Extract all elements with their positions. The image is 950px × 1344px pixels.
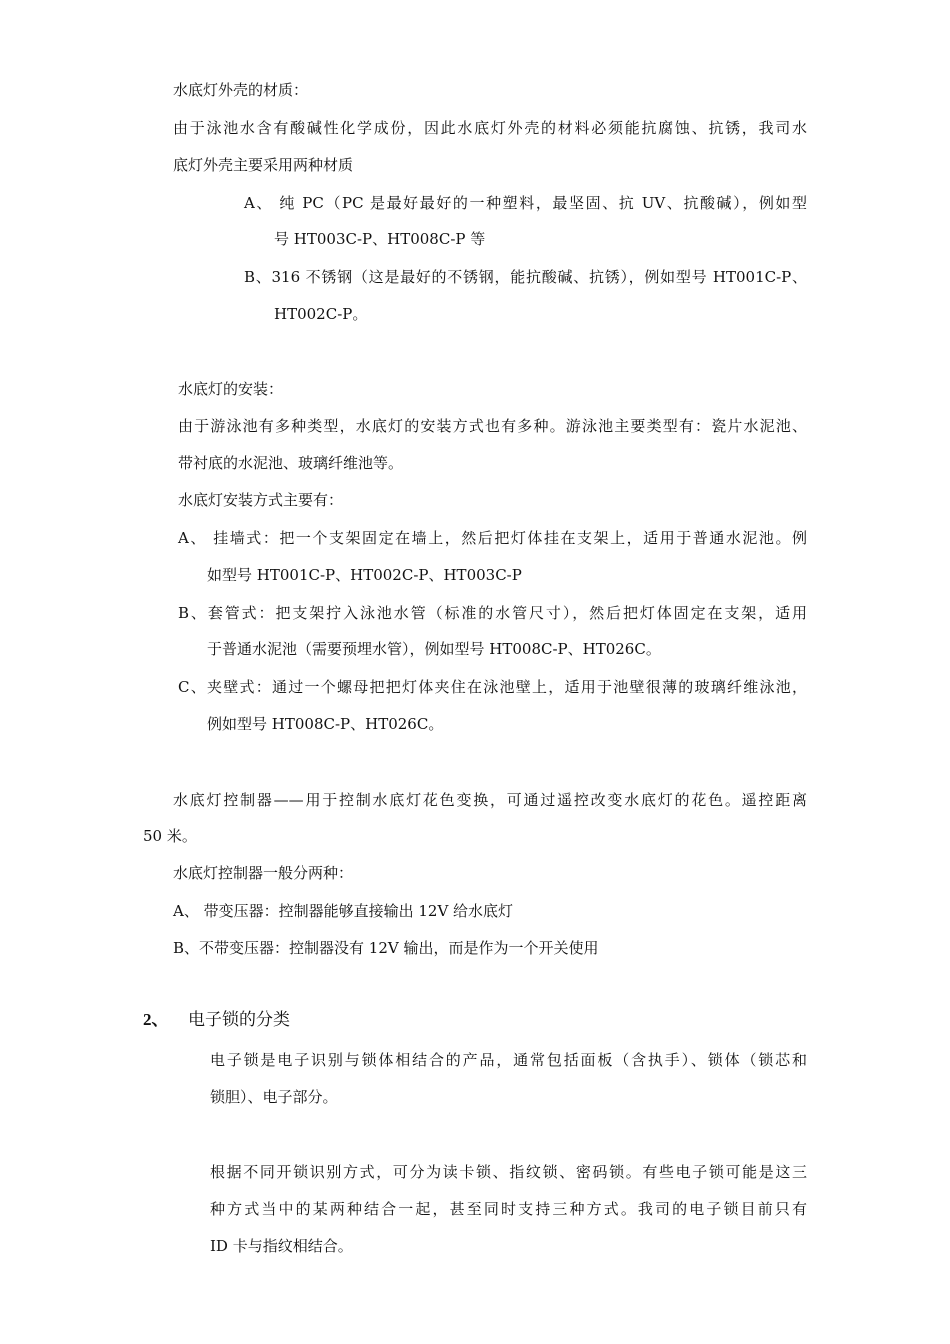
install-item-c-line-1: C、夹壁式：通过一个螺母把把灯体夹住在泳池壁上，适用于池壁很薄的玻璃纤维泳池，: [178, 678, 807, 696]
lock-p2-line-2: 种方式当中的某两种结合一起，甚至同时支持三种方式。我司的电子锁目前只有: [210, 1200, 807, 1218]
lock-p1-line-1: 电子锁是电子识别与锁体相结合的产品，通常包括面板（含执手）、锁体（锁芯和: [210, 1051, 807, 1069]
installation-methods-heading: 水底灯安装方式主要有：: [178, 491, 344, 509]
install-item-a-line-1: A、 挂墙式：把一个支架固定在墙上，然后把灯体挂在支架上，适用于普通水泥池。例: [178, 529, 807, 547]
shell-material-intro-line-1: 由于泳池水含有酸碱性化学成份，因此水底灯外壳的材料必须能抗腐蚀、抗锈，我司水: [173, 119, 807, 137]
controller-intro-line-1: 水底灯控制器——用于控制水底灯花色变换，可通过遥控改变水底灯的花色。遥控距离: [173, 791, 807, 809]
shell-material-heading: 水底灯外壳的材质：: [173, 81, 309, 99]
controller-intro-line-2: 50 米。: [143, 827, 197, 845]
section-number: 2、: [143, 1010, 169, 1029]
install-item-a-line-2: 如型号 HT001C-P、HT002C-P、HT003C-P: [207, 566, 522, 584]
lock-p1-line-2: 锁胆）、电子部分。: [210, 1088, 338, 1106]
installation-intro-line-2: 带衬底的水泥池、玻璃纤维池等。: [178, 454, 404, 472]
shell-item-b-line-1: B、316 不锈钢（这是最好的不锈钢，能抗酸碱、抗锈），例如型号 HT001C-P、: [244, 268, 807, 286]
controller-item-b: B、不带变压器：控制器没有 12V 输出，而是作为一个开关使用: [173, 939, 599, 957]
install-item-c-line-2: 例如型号 HT008C-P、HT026C。: [207, 715, 444, 733]
controller-types-heading: 水底灯控制器一般分两种：: [173, 864, 354, 882]
section-title: 电子锁的分类: [188, 1010, 290, 1030]
controller-item-a: A、 带变压器：控制器能够直接输出 12V 给水底灯: [173, 902, 514, 920]
shell-item-b-line-2: HT002C-P。: [274, 305, 368, 323]
install-item-b-line-2: 于普通水泥池（需要预埋水管），例如型号 HT008C-P、HT026C。: [207, 640, 661, 658]
installation-heading: 水底灯的安装：: [178, 380, 284, 398]
shell-material-intro-line-2: 底灯外壳主要采用两种材质: [173, 156, 354, 174]
installation-intro-line-1: 由于游泳池有多种类型，水底灯的安装方式也有多种。游泳池主要类型有：瓷片水泥池、: [178, 417, 807, 435]
shell-item-a-line-1: A、 纯 PC（PC 是最好最好的一种塑料，最坚固、抗 UV、抗酸碱），例如型: [244, 194, 807, 212]
lock-p2-line-1: 根据不同开锁识别方式，可分为读卡锁、指纹锁、密码锁。有些电子锁可能是这三: [210, 1163, 807, 1181]
lock-p2-line-3: ID 卡与指纹相结合。: [210, 1237, 353, 1255]
install-item-b-line-1: B、套管式：把支架拧入泳池水管（标准的水管尺寸），然后把灯体固定在支架，适用: [178, 604, 807, 622]
shell-item-a-line-2: 号 HT003C-P、HT008C-P 等: [274, 230, 486, 248]
